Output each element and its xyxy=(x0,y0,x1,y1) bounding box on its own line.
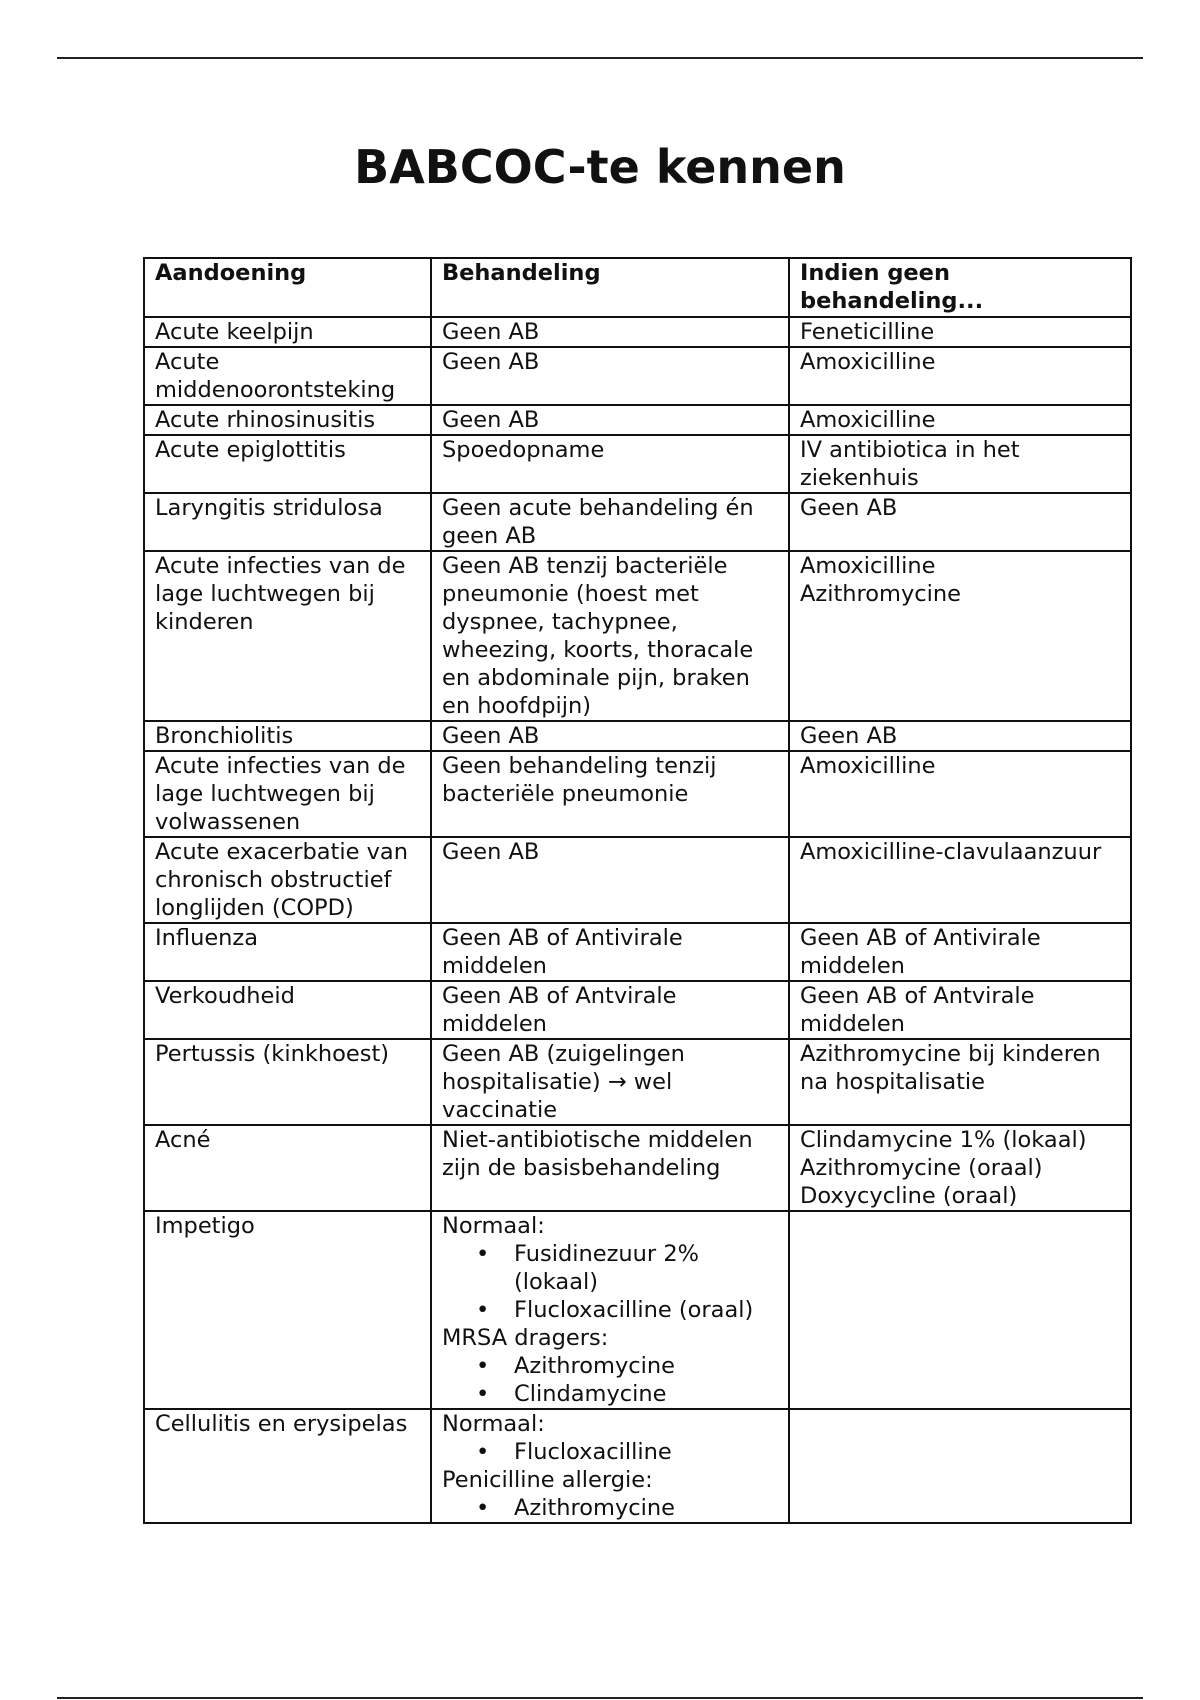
alternative-cell xyxy=(789,1409,1131,1523)
normal-list xyxy=(442,1240,780,1324)
alternative-cell xyxy=(789,981,1131,1039)
alternative-cell xyxy=(789,347,1131,405)
alternative-cell xyxy=(789,721,1131,751)
condition-cell: Impetigo xyxy=(144,1211,431,1409)
alternative-cell xyxy=(789,493,1131,551)
allergy-label: Penicilline allergie: xyxy=(442,1467,653,1493)
condition-cell: Influenza xyxy=(144,923,431,981)
condition-cell: Acute rhinosinusitis xyxy=(144,405,431,435)
alternative-line: Azithromycine (oraal) xyxy=(800,1155,1043,1181)
condition-cell: Bronchiolitis xyxy=(144,721,431,751)
list-item: • Fusidinezuur 2% (lokaal) xyxy=(514,1240,780,1296)
mrsa-label: MRSA dragers: xyxy=(442,1325,609,1351)
list-item: • Flucloxacilline (oraal) xyxy=(514,1296,780,1324)
treatment-cell xyxy=(431,1409,789,1523)
normal-label: Normaal: xyxy=(442,1411,545,1437)
table-row xyxy=(144,981,1131,1039)
header-rule xyxy=(57,57,1143,59)
alternative-cell xyxy=(789,837,1131,923)
alternative-cell xyxy=(789,1211,1131,1409)
header-alternative: Indien geen behandeling... xyxy=(789,258,1131,317)
condition-cell: Verkoudheid xyxy=(144,981,431,1039)
treatment-table xyxy=(143,257,1132,1524)
list-item: • Flucloxacilline xyxy=(514,1438,780,1466)
treatment-cell xyxy=(431,1211,789,1409)
treatment-cell: Geen AB xyxy=(431,721,789,751)
mrsa-list xyxy=(442,1352,780,1408)
table-row xyxy=(144,551,1131,721)
alternative-line: Geen AB of Antivirale middelen xyxy=(800,925,1041,979)
condition-cell: Cellulitis en erysipelas xyxy=(144,1409,431,1523)
table-row xyxy=(144,405,1131,435)
treatment-cell: Spoedopname xyxy=(431,435,789,493)
alternative-line: Azithromycine bij kinderen na hospitalisatie xyxy=(800,1041,1101,1095)
table-row xyxy=(144,837,1131,923)
treatment-cell: Geen acute behandeling én geen AB xyxy=(431,493,789,551)
alternative-cell xyxy=(789,1125,1131,1211)
list-item: • Clindamycine xyxy=(514,1380,780,1408)
table-row xyxy=(144,721,1131,751)
alternative-line: Amoxicilline xyxy=(800,753,936,779)
normal-list xyxy=(442,1438,780,1466)
alternative-line: IV antibiotica in het ziekenhuis xyxy=(800,437,1020,491)
table-row xyxy=(144,493,1131,551)
header-condition: Aandoening xyxy=(144,258,431,317)
condition-cell: Acute exacerbatie van chronisch obstructief longlijden (COPD) xyxy=(144,837,431,923)
alternative-cell xyxy=(789,317,1131,347)
alternative-cell xyxy=(789,551,1131,721)
header-treatment: Behandeling xyxy=(431,258,789,317)
condition-cell: Acute infecties van de lage luchtwegen bij volwassenen xyxy=(144,751,431,837)
treatment-cell: Geen AB of Antvirale middelen xyxy=(431,981,789,1039)
condition-cell: Acute keelpijn xyxy=(144,317,431,347)
table-row xyxy=(144,1039,1131,1125)
table-row xyxy=(144,317,1131,347)
condition-cell: Acné xyxy=(144,1125,431,1211)
alternative-cell xyxy=(789,923,1131,981)
table-row xyxy=(144,435,1131,493)
treatment-cell: Geen AB of Antivirale middelen xyxy=(431,923,789,981)
table-header-row xyxy=(144,258,1131,317)
allergy-list xyxy=(442,1494,780,1522)
list-item: • Azithromycine xyxy=(514,1494,780,1522)
alternative-line: Amoxicilline xyxy=(800,553,936,579)
alternative-cell xyxy=(789,1039,1131,1125)
table-row xyxy=(144,1125,1131,1211)
alternative-line: Geen AB of Antvirale middelen xyxy=(800,983,1035,1037)
treatment-cell: Geen AB xyxy=(431,317,789,347)
condition-cell: Acute epiglottitis xyxy=(144,435,431,493)
alternative-cell xyxy=(789,405,1131,435)
treatment-cell: Niet-antibiotische middelen zijn de basisbehandeling xyxy=(431,1125,789,1211)
alternative-line: Feneticilline xyxy=(800,319,935,345)
footer-rule xyxy=(57,1697,1143,1699)
table-row xyxy=(144,923,1131,981)
alternative-line: Geen AB xyxy=(800,723,898,749)
treatment-cell: Geen behandeling tenzij bacteriële pneumonie xyxy=(431,751,789,837)
alternative-cell xyxy=(789,751,1131,837)
alternative-line: Doxycycline (oraal) xyxy=(800,1183,1018,1209)
condition-cell: Pertussis (kinkhoest) xyxy=(144,1039,431,1125)
alternative-cell xyxy=(789,435,1131,493)
treatment-cell: Geen AB (zuigelingen hospitalisatie) → wel vaccinatie xyxy=(431,1039,789,1125)
table-row-impetigo xyxy=(144,1211,1131,1409)
treatment-cell: Geen AB xyxy=(431,405,789,435)
list-item: • Azithromycine xyxy=(514,1352,780,1380)
treatment-cell: Geen AB xyxy=(431,837,789,923)
alternative-line: Geen AB xyxy=(800,495,898,521)
table-row-cellulitis xyxy=(144,1409,1131,1523)
treatment-cell: Geen AB xyxy=(431,347,789,405)
condition-cell: Acute middenoorontsteking xyxy=(144,347,431,405)
alternative-line: Amoxicilline-clavulaanzuur xyxy=(800,839,1102,865)
condition-cell: Acute infecties van de lage luchtwegen bij kinderen xyxy=(144,551,431,721)
condition-cell: Laryngitis stridulosa xyxy=(144,493,431,551)
normal-label: Normaal: xyxy=(442,1213,545,1239)
table-row xyxy=(144,751,1131,837)
table-row xyxy=(144,347,1131,405)
alternative-line: Amoxicilline xyxy=(800,349,936,375)
treatment-cell: Geen AB tenzij bacteriële pneumonie (hoest met dyspnee, tachypnee, wheezing, koorts, thoracale en abdominale pijn, braken en hoofdpijn) xyxy=(431,551,789,721)
alternative-line: Amoxicilline xyxy=(800,407,936,433)
alternative-line: Clindamycine 1% (lokaal) xyxy=(800,1127,1087,1153)
page-title: BABCOC-te kennen xyxy=(354,140,846,194)
alternative-line: Azithromycine xyxy=(800,581,962,607)
